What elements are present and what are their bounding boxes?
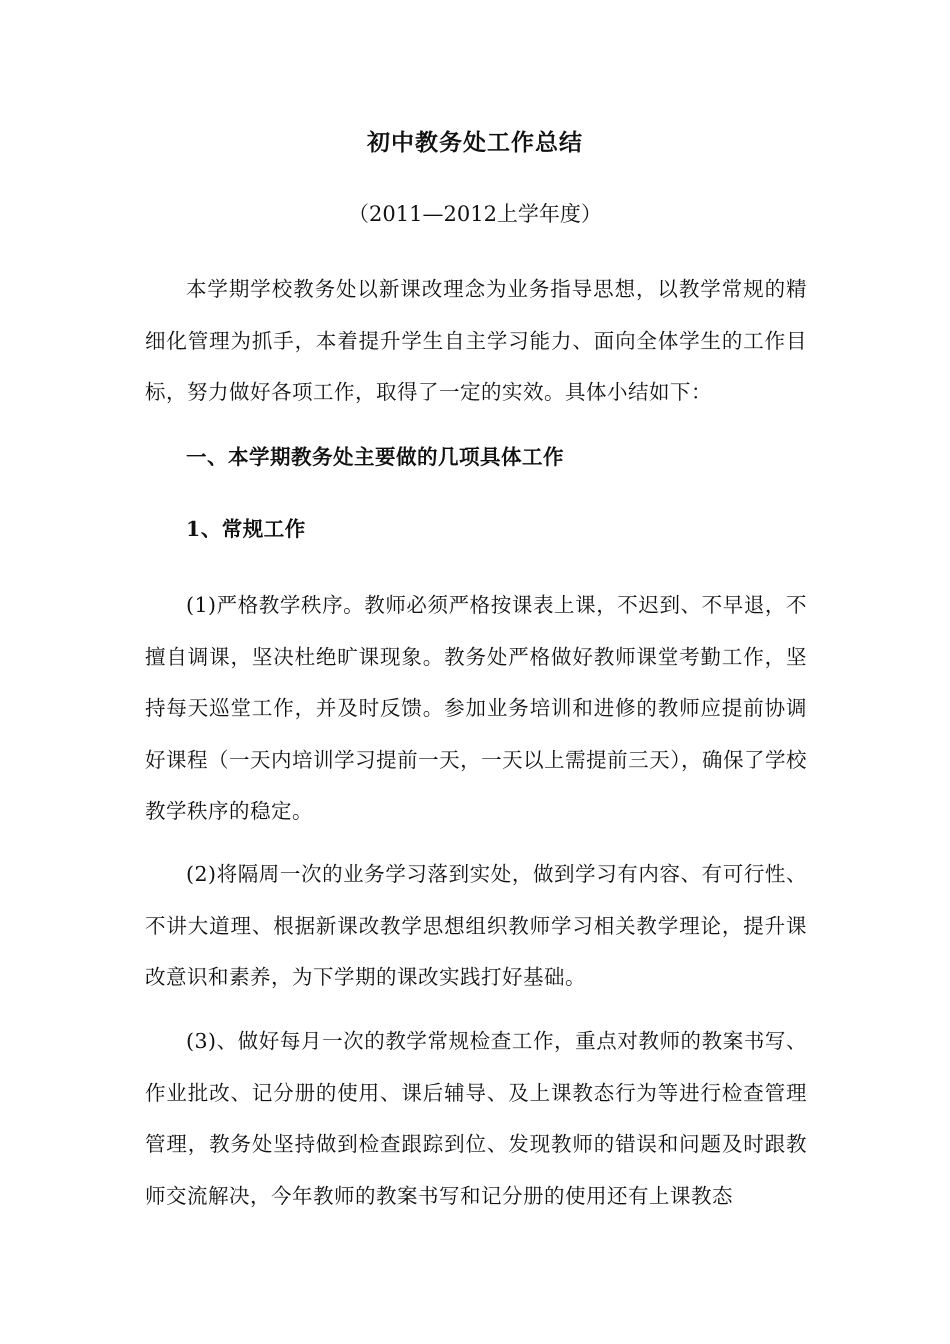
subsection-heading-1-1: 1、常规工作 xyxy=(186,517,306,541)
document-subtitle: （2011—2012上学年度） xyxy=(348,202,602,226)
document-title: 初中教务处工作总结 xyxy=(367,129,583,156)
intro-paragraph: 本学期学校教务处以新课改理念为业务指导思想，以教学常规的精细化管理为抓手，本着提升学生自主学习能力、面向全体学生的工作目标，努力做好各项工作，取得了一定的实效。具体小结如下： xyxy=(145,277,807,404)
body-paragraph-2: (2)将隔周一次的业务学习落到实处，做到学习有内容、有可行性、不讲大道理、根据新课改教学思想组织教师学习相关教学理论，提升课改意识和素养，为下学期的课改实践打好基础。 xyxy=(145,862,807,989)
section-heading-1: 一、本学期教务处主要做的几项具体工作 xyxy=(186,445,564,469)
body-paragraph-1: (1)严格教学秩序。教师必须严格按课表上课，不迟到、不早退，不擅自调课，坚决杜绝旷课现象。教务处严格做好教师课堂考勤工作，坚持每天巡堂工作，并及时反馈。参加业务培训和进修的教师应提前协调好课程（一天内培训学习提前一天，一天以上需提前三天），确保了学校教学秩序的稳定。 xyxy=(145,593,807,823)
body-paragraph-3: (3)、做好每月一次的教学常规检查工作，重点对教师的教案书写、作业批改、记分册的使用、课后辅导、及上课教态行为等进行检查管理管理，教务处坚持做到检查跟踪到位、发现教师的错误和问题及时跟教师交流解决，今年教师的教案书写和记分册的使用还有上课教态 xyxy=(145,1029,807,1208)
